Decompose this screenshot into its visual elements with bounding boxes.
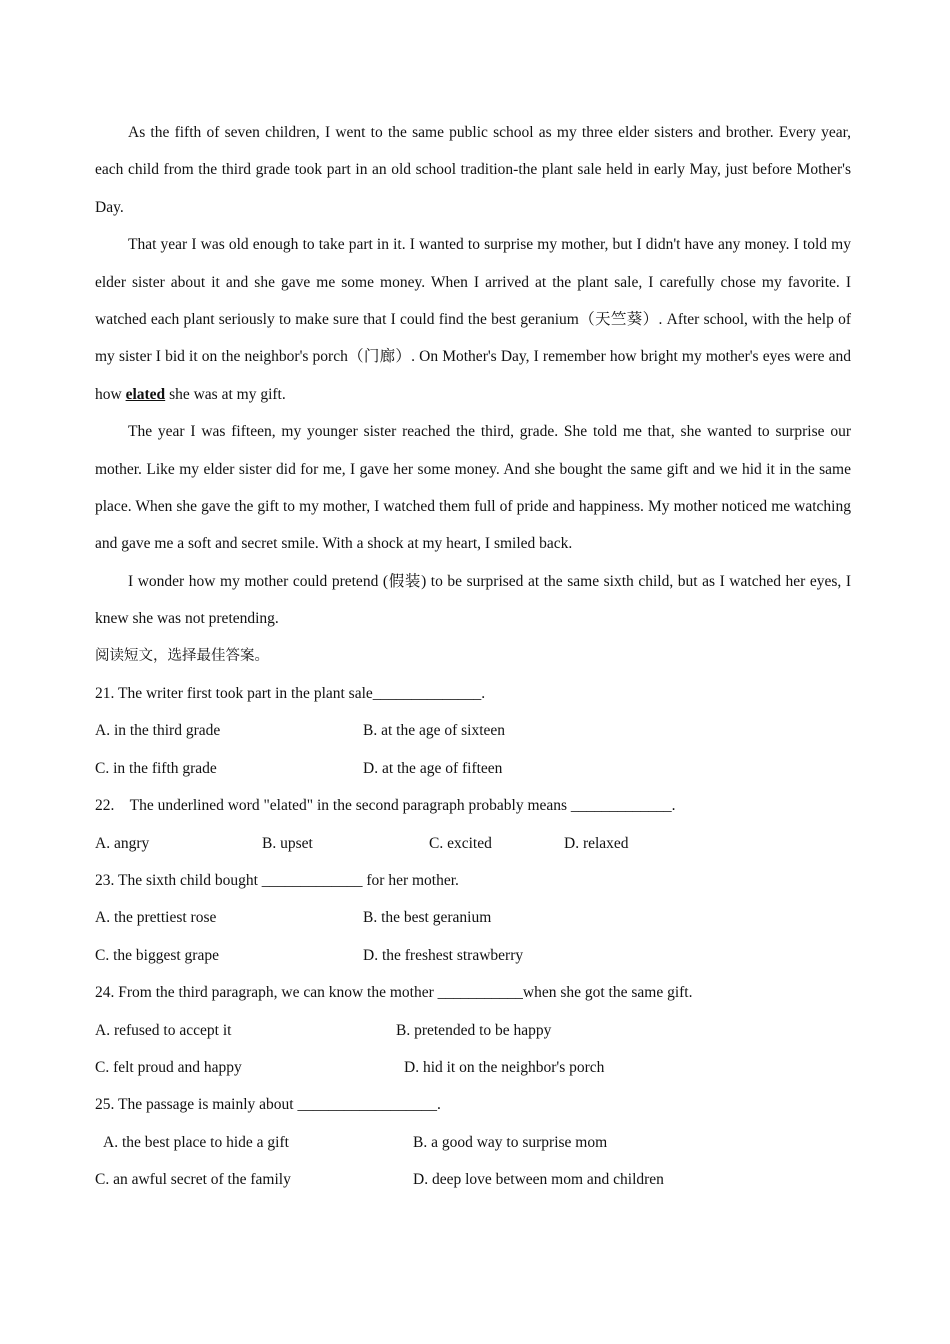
option-d[interactable]: D. the freshest strawberry <box>363 946 524 964</box>
paragraph-2-text-after: she was at my gift. <box>165 385 286 403</box>
option-c[interactable]: C. the biggest grape <box>95 946 219 964</box>
option-b[interactable]: B. upset <box>262 834 313 852</box>
option-b[interactable]: B. at the age of sixteen <box>363 722 506 740</box>
document-page <box>95 114 851 1199</box>
option-a[interactable]: A. the prettiest rose <box>95 909 217 927</box>
option-row <box>95 1124 851 1161</box>
passage-paragraph-4: I wonder how my mother could pretend (假装) to be surprised at the same sixth child, but as I watched her eyes, I knew she was not pretending. <box>95 572 851 628</box>
question-24 <box>95 974 851 1086</box>
question-23 <box>95 862 851 974</box>
option-b[interactable]: B. the best geranium <box>363 909 492 927</box>
option-d[interactable]: D. relaxed <box>564 834 629 852</box>
option-a[interactable]: A. the best place to hide a gift <box>103 1133 289 1151</box>
option-a[interactable]: A. refused to accept it <box>95 1021 232 1039</box>
option-d[interactable]: D. at the age of fifteen <box>363 759 503 777</box>
option-row <box>95 750 851 787</box>
option-b[interactable]: B. pretended to be happy <box>396 1021 552 1039</box>
option-row <box>95 712 851 749</box>
option-c[interactable]: C. in the fifth grade <box>95 759 217 777</box>
option-d[interactable]: D. hid it on the neighbor's porch <box>404 1058 605 1076</box>
option-a[interactable]: A. angry <box>95 834 150 852</box>
question-stem: 21. The writer first took part in the plant sale______________. <box>95 685 486 703</box>
passage-paragraph-1: As the fifth of seven children, I went to the same public school as my three elder sisters and brother. Every year, each child from the third grade took part in an old school tradition-the plant sale held in early May, just before Mother's Day. <box>95 124 851 216</box>
option-c[interactable]: C. excited <box>429 834 492 852</box>
question-stem: 23. The sixth child bought _____________ for her mother. <box>95 872 459 890</box>
option-c[interactable]: C. an awful secret of the family <box>95 1171 291 1189</box>
passage-paragraph-3: The year I was fifteen, my younger sister reached the third, grade. She told me that, she wanted to surprise our mother. Like my elder sister did for me, I gave her some money. And she bought the same gift and we hid it in the same place. When she gave the gift to my mother, I watched them full of pride and happiness. My mother noticed me watching and gave me a soft and secret smile. With a shock at my heart, I smiled back. <box>95 423 851 553</box>
question-25 <box>95 1086 851 1198</box>
question-21 <box>95 675 851 787</box>
paragraph-2-text-before: That year I was old enough to take part in it. I wanted to surprise my mother, but I didn't have any money. I told my elder sister about it and she gave me some money. When I arrived at the plant sale, I carefully chose my favorite. I watched each plant seriously to make sure that I could find the best geranium（天竺葵）. After school, with the help of my sister I bid it on the neighbor's porch（门廊）. On Mother's Day, I remember how bright my mother's eyes were and how <box>95 236 851 403</box>
option-a[interactable]: A. in the third grade <box>95 722 221 740</box>
reading-instruction: 阅读短文，选择最佳答案。 <box>95 647 269 664</box>
option-row <box>95 937 851 974</box>
question-stem: 24. From the third paragraph, we can know the mother ___________when she got the same gift. <box>95 984 693 1002</box>
question-stem: 25. The passage is mainly about __________________. <box>95 1096 441 1114</box>
question-22 <box>95 787 851 862</box>
option-row <box>95 899 851 936</box>
option-b[interactable]: B. a good way to surprise mom <box>413 1133 608 1151</box>
option-row <box>95 1161 851 1198</box>
option-row <box>95 1012 851 1049</box>
passage-paragraph-2 <box>95 226 851 413</box>
option-row <box>95 825 851 862</box>
option-c[interactable]: C. felt proud and happy <box>95 1058 242 1076</box>
option-row <box>95 1049 851 1086</box>
question-stem: 22. The underlined word "elated" in the second paragraph probably means _____________. <box>95 797 676 815</box>
option-d[interactable]: D. deep love between mom and children <box>413 1171 664 1189</box>
underlined-word-elated: elated <box>125 385 166 403</box>
